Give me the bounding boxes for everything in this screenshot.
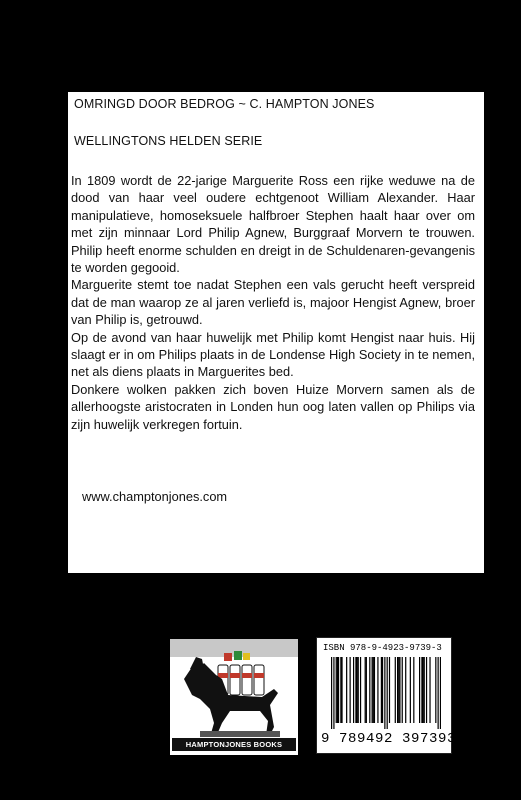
barcode-bar bbox=[384, 657, 385, 729]
blurb-panel bbox=[68, 92, 484, 573]
barcode-bar bbox=[346, 657, 347, 723]
publisher-name: HAMPTONJONES BOOKS bbox=[172, 738, 296, 751]
barcode-bar bbox=[429, 657, 430, 723]
barcode-bar bbox=[377, 657, 378, 723]
barcode-bar bbox=[405, 657, 406, 723]
blurb-paragraph-2: Marguerite stemt toe nadat Stephen een vals gerucht heeft verspreid dat de man waarop ze al jaren verliefd is, majoor Hengist Agnew, broer van Philip is, getrouwd. bbox=[71, 277, 475, 328]
barcode-bar bbox=[355, 657, 356, 723]
publisher-logo bbox=[170, 639, 298, 755]
blurb-text bbox=[71, 172, 475, 433]
barcode-bar bbox=[353, 657, 354, 723]
barcode-bar bbox=[374, 657, 375, 723]
series-name: WELLINGTONS HELDEN SERIE bbox=[74, 134, 263, 148]
barcode-bar bbox=[399, 657, 400, 723]
barcode-bar bbox=[424, 657, 425, 723]
barcode-bar bbox=[398, 657, 399, 723]
barcode-bar bbox=[369, 657, 370, 723]
barcode-bar bbox=[421, 657, 422, 723]
barcode-bar bbox=[337, 657, 338, 723]
barcode-bar bbox=[382, 657, 383, 723]
isbn-barcode bbox=[316, 637, 457, 754]
barcode-bar bbox=[360, 657, 361, 723]
barcode-bar bbox=[397, 657, 398, 723]
barcode-bar bbox=[331, 657, 332, 729]
barcode-bar bbox=[395, 657, 396, 723]
blurb-paragraph-3: Op de avond van haar huwelijk met Philip komt Hengist naar huis. Hij slaagt er in om Philips plaats in de Londense High Society in te nemen, net als diens plaats in Marguerites bed. bbox=[71, 329, 475, 380]
barcode-bar bbox=[438, 657, 439, 729]
barcode-bar bbox=[358, 657, 359, 723]
barcode-bar bbox=[389, 657, 390, 723]
barcode-bar bbox=[440, 657, 441, 729]
book-title-author: OMRINGD DOOR BEDROG ~ C. HAMPTON JONES bbox=[74, 97, 375, 111]
barcode-bar bbox=[373, 657, 374, 723]
barcode-bar bbox=[372, 657, 373, 723]
barcode-bar bbox=[402, 657, 403, 723]
barcode-digits: 9 789492 397393 bbox=[321, 731, 457, 747]
barcode-bar bbox=[410, 657, 411, 723]
barcode-bar bbox=[365, 657, 366, 723]
barcode-bar bbox=[419, 657, 420, 723]
barcode-bar bbox=[350, 657, 351, 723]
barcode-bar bbox=[366, 657, 367, 723]
barcode-bar bbox=[387, 657, 388, 729]
barcode-bar bbox=[356, 657, 357, 723]
blurb-paragraph-1: In 1809 wordt de 22-jarige Marguerite Ross een rijke weduwe na de dood van haar veel oudere echtgenoot William Alexander. Haar manipulatieve, homoseksuele halfbroer Stephen haalt haar over om met zijn minnaar Lord Philip Agnew, Burggraaf Morvern te trouwen. Philip heeft enorme schulden en dreigt in de Schuldenaren-gevangenis te worden gegooid. bbox=[71, 173, 475, 276]
barcode-bar bbox=[435, 657, 436, 723]
barcode-bar bbox=[338, 657, 339, 723]
barcode-bar bbox=[336, 657, 337, 723]
blurb-paragraph-4: Donkere wolken pakken zich boven Huize Morvern samen als de allerhoogste aristocraten in Londen hun oog laten vallen op Philips via zijn huwelijk verkregen fortuin. bbox=[71, 381, 475, 432]
barcode-bar bbox=[340, 657, 341, 723]
barcode-bars-icon bbox=[331, 657, 441, 729]
barcode-bar bbox=[413, 657, 414, 723]
barcode-bar bbox=[422, 657, 423, 723]
isbn-number: ISBN 978-9-4923-9739-3 bbox=[323, 643, 442, 653]
barcode-bar bbox=[426, 657, 427, 723]
barcode-bar bbox=[333, 657, 334, 729]
barcode-bar bbox=[381, 657, 382, 723]
barcode-bar bbox=[341, 657, 342, 723]
author-website: www.champtonjones.com bbox=[82, 489, 228, 504]
